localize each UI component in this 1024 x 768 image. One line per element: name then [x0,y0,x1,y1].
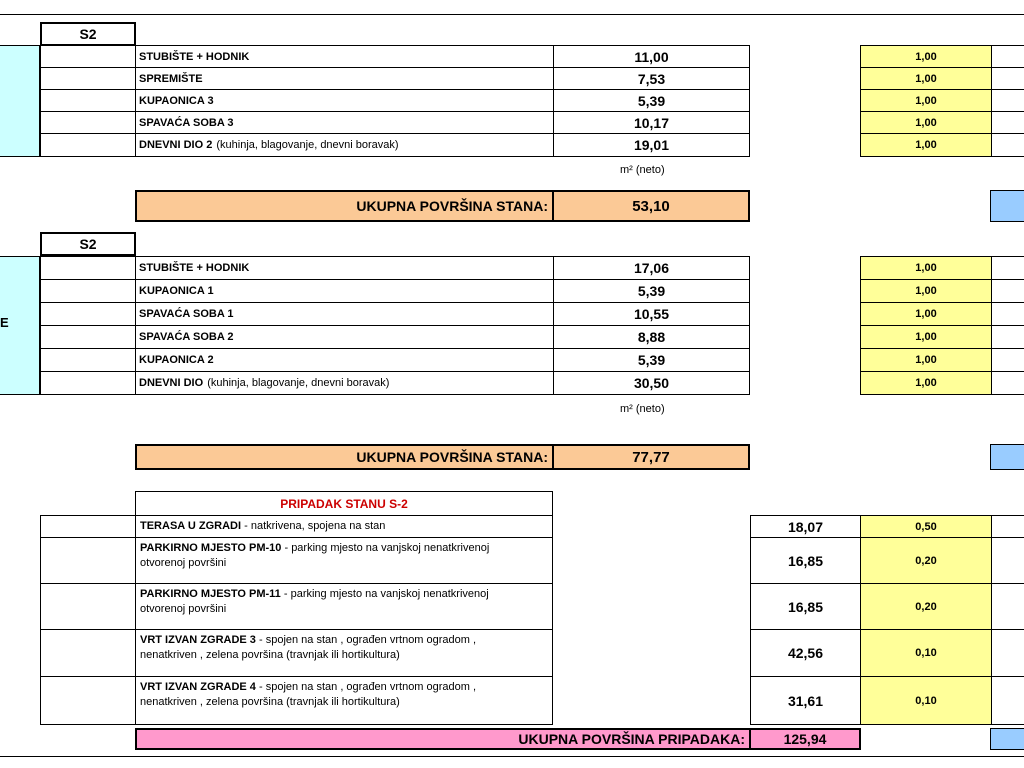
total-value-1: 53,10 [552,190,750,222]
appurtenance-name: PARKIRNO MJESTO PM-11 - parking mjesto na vanjskoj nenatkrivenoj otvorenoj površini [135,583,553,630]
total-marker-3 [990,728,1024,750]
coef-cell: 1,00 [860,371,992,395]
appurtenance-total-label: UKUPNA POVRŠINA PRIPADAKA: [135,728,751,750]
side-panel-1 [0,45,40,157]
appurtenance-table [40,515,1024,725]
table-row [40,537,136,584]
coef-cell: 1,00 [860,67,992,90]
appurtenance-total-value: 125,94 [749,728,861,750]
room-area: 30,50 [553,371,750,395]
total-label-2: UKUPNA POVRŠINA STANA: [135,444,554,470]
room-name: DNEVNI DIO (kuhinja, blagovanje, dnevni boravak) [135,371,554,395]
room-name: SPAVAĆA SOBA 2 [135,325,554,349]
room-area: 10,55 [553,302,750,326]
table-row [40,583,136,630]
coef-cell: 1,00 [860,302,992,326]
table-row [40,111,136,134]
coef-cell: 1,00 [860,279,992,303]
table-row [40,348,136,372]
table-row [40,133,136,157]
coef-extra-cell [991,537,1024,584]
table-row [40,515,136,538]
coef-cell: 1,00 [860,45,992,68]
room-area: 5,39 [553,348,750,372]
appurtenance-header: PRIPADAK STANU S-2 [135,491,553,516]
coef-cell: 1,00 [860,133,992,157]
room-name: DNEVNI DIO 2 (kuhinja, blagovanje, dnevni boravak) [135,133,554,157]
coef-cell: 1,00 [860,348,992,372]
unit-label-1: m² (neto) [620,164,665,176]
appurtenance-name: PARKIRNO MJESTO PM-10 - parking mjesto na vanjskoj nenatkrivenoj otvorenoj površini [135,537,553,584]
appurtenance-area: 16,85 [750,583,861,630]
table-row [40,279,136,303]
room-name: SPAVAĆA SOBA 1 [135,302,554,326]
side-letter: E [0,315,9,330]
room-area: 10,17 [553,111,750,134]
coef-extra-cell [991,629,1024,677]
coef-cell: 0,10 [860,629,992,677]
coef-extra-cell [991,371,1024,395]
total-marker-1 [990,190,1024,222]
room-table-1 [40,45,750,157]
bottom-rule [0,756,1024,757]
coef-extra-cell [991,256,1024,280]
coef-extra-cell [991,348,1024,372]
coef-cell: 1,00 [860,111,992,134]
room-name: SPREMIŠTE [135,67,554,90]
room-area: 5,39 [553,279,750,303]
apartment-code-1: S2 [40,22,136,46]
coef-cell: 1,00 [860,256,992,280]
room-area: 17,06 [553,256,750,280]
room-area: 5,39 [553,89,750,112]
apartment-code-2: S2 [40,232,136,256]
table-row [40,256,136,280]
coef-column-2 [860,256,1024,395]
room-name: STUBIŠTE + HODNIK [135,256,554,280]
appurtenance-area: 18,07 [750,515,861,538]
coef-cell: 1,00 [860,89,992,112]
room-name: SPAVAĆA SOBA 3 [135,111,554,134]
coef-extra-cell [991,325,1024,349]
coef-column-1 [860,45,1024,157]
room-area: 7,53 [553,67,750,90]
total-marker-2 [990,444,1024,470]
coef-cell: 1,00 [860,325,992,349]
unit-label-2: m² (neto) [620,403,665,415]
top-rule [0,14,1024,15]
appurtenance-area: 31,61 [750,676,861,725]
coef-extra-cell [991,45,1024,68]
room-area: 19,01 [553,133,750,157]
table-row [40,45,136,68]
room-area: 8,88 [553,325,750,349]
table-row [40,302,136,326]
table-row [40,67,136,90]
coef-extra-cell [991,515,1024,538]
coef-cell: 0,10 [860,676,992,725]
coef-extra-cell [991,302,1024,326]
coef-extra-cell [991,676,1024,725]
appurtenance-name: VRT IZVAN ZGRADE 4 - spojen na stan , ograđen vrtnom ogradom , nenatkriven , zelena površina (travnjak ili hortikultura) [135,676,553,725]
table-row [40,325,136,349]
room-name: KUPAONICA 2 [135,348,554,372]
total-value-2: 77,77 [552,444,750,470]
coef-extra-cell [991,111,1024,134]
room-table-2 [40,256,750,395]
room-area: 11,00 [553,45,750,68]
coef-extra-cell [991,89,1024,112]
coef-extra-cell [991,279,1024,303]
total-label-1: UKUPNA POVRŠINA STANA: [135,190,554,222]
appurtenance-area: 42,56 [750,629,861,677]
coef-cell: 0,20 [860,537,992,584]
table-row [40,371,136,395]
coef-cell: 0,50 [860,515,992,538]
table-row [40,676,136,725]
appurtenance-name: VRT IZVAN ZGRADE 3 - spojen na stan , ograđen vrtnom ogradom , nenatkriven , zelena površina (travnjak ili hortikultura) [135,629,553,677]
room-name: KUPAONICA 3 [135,89,554,112]
coef-cell: 0,20 [860,583,992,630]
coef-extra-cell [991,67,1024,90]
room-name: KUPAONICA 1 [135,279,554,303]
table-row [40,629,136,677]
table-row [40,89,136,112]
room-name: STUBIŠTE + HODNIK [135,45,554,68]
coef-extra-cell [991,583,1024,630]
appurtenance-name: TERASA U ZGRADI - natkrivena, spojena na stan [135,515,553,538]
side-panel-2 [0,256,40,395]
coef-extra-cell [991,133,1024,157]
appurtenance-area: 16,85 [750,537,861,584]
